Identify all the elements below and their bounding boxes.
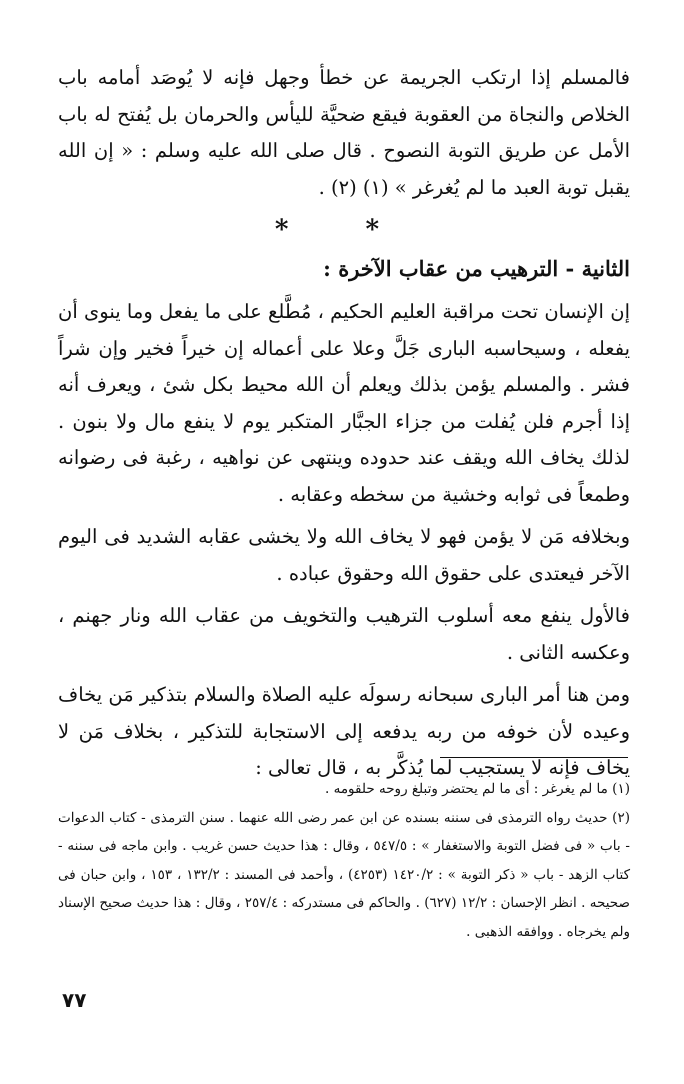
section-paragraph-4: ومن هنا أمر البارى سبحانه رسولَه عليه الصلاة والسلام بتذكير مَن يخاف وعيده لأن خوفه من ربه يدفعه إلى الاستجابة للتذكير ، بخلاف مَن لا يخاف فإنه لا يستجيب لما يُذكَّر به ، قال تعالى : [58,683,630,779]
footnotes [58,775,630,946]
section-paragraph-2: وبخلافه مَن لا يؤمن فهو لا يخاف الله ولا يخشى عقابه الشديد فى اليوم الآخر فيعتدى على حقوق الله وحقوق عباده . [58,525,630,585]
section-separator: * * [274,215,414,245]
footnote-1: (١) ما لم يغرغر : أى ما لم يحتضر وتبلغ روحه حلقومه . [325,781,630,797]
footnote-divider [440,757,628,758]
section-paragraph-3: فالأول ينفع معه أسلوب الترهيب والتخويف من عقاب الله ونار جهنم ، وعكسه الثانى . [58,604,630,664]
footnote-2: (٢) حديث رواه الترمذى فى سننه بسنده عن ابن عمر رضى الله عنهما . سنن الترمذى - كتاب الدعوات - باب « فى فضل التوبة والاستغفار » : ٥٤٧/٥ ، وقال : هذا حديث حسن غريب . وابن ماجه فى سننه - كتاب الزهد - باب « ذكر التوبة » : ١٤٢٠/٢ (٤٢٥٣) ، وأحمد فى المسند : ١٣٢/٢ ، ١٥٣ ، وابن حبان فى صحيحه . انظر الإحسان : ١٢/٢ (٦٢٧) . والحاكم فى مستدركه : ٢٥٧/٤ ، وقال : هذا حديث صحيح الإسناد ولم يخرجاه . ووافقه الذهبى . [58,809,630,940]
section-heading: الثانية - الترهيب من عقاب الآخرة : [323,256,630,281]
page-body [58,60,630,787]
intro-paragraph: فالمسلم إذا ارتكب الجريمة عن خطأ وجهل فإنه لا يُوصَد أمامه باب الخلاص والنجاة من العقوبة فيقع ضحيَّة لليأس والحرمان بل يُفتح له باب الأمل عن طريق التوبة النصوح . قال صلى الله عليه وسلم : « إن الله يقبل توبة العبد ما لم يُغرغر » (١) (٢) . [58,66,630,199]
section-paragraph-1: إن الإنسان تحت مراقبة العليم الحكيم ، مُطَّلع على ما يفعل وما ينوى أن يفعله ، وسيحاسبه البارى جَلَّ وعلا على أعماله إن خيراً فخير وإن شراً فشر . والمسلم يؤمن بذلك ويعلم أن الله محيط بكل شئ ، ويعرف أنه إذا أجرم فلن يُفلت من جزاء الجبَّار المتكبر يوم لا ينفع مال ولا بنون . لذلك يخاف الله ويقف عند حدوده وينتهى عن نواهيه ، رغبة فى رضوانه وطمعاً فى ثوابه وخشية من سخطه وعقابه . [58,300,630,506]
page-number: ٧٧ [62,988,87,1012]
